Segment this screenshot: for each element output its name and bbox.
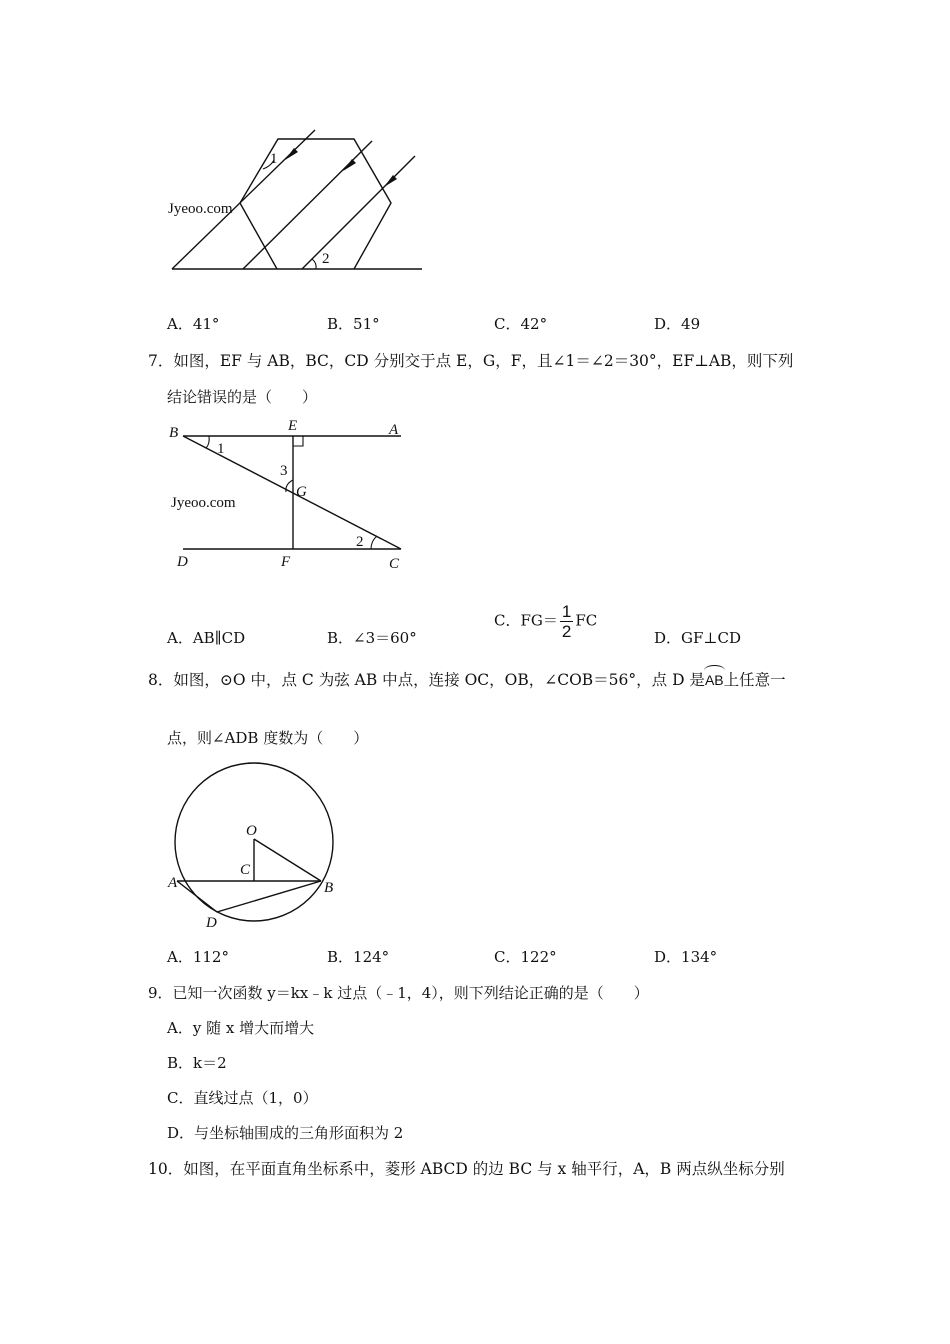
q8-label-a: A — [168, 875, 178, 891]
q7-line-bc — [183, 436, 401, 549]
q6-arrow-1 — [285, 148, 298, 160]
q8-figure — [160, 758, 350, 938]
q6-angle-2-arc — [312, 259, 316, 269]
q7-option-c-suffix: FC — [575, 611, 598, 630]
q9-option-d[interactable]: D．与坐标轴围成的三角形面积为 2 — [167, 1124, 404, 1142]
q9-option-b[interactable]: B．k＝2 — [167, 1054, 227, 1072]
q8-stem-part2: 上任意一 — [723, 671, 786, 689]
q7-label-d: D — [177, 554, 188, 570]
q8-stem-line2: 点，则∠ADB 度数为（ ） — [167, 729, 369, 747]
q7-option-a[interactable]: A．AB∥CD — [167, 629, 246, 647]
q6-option-a[interactable]: A．41° — [167, 315, 220, 333]
q8-segment-ad — [177, 881, 217, 912]
q7-watermark: Jyeoo.com — [171, 495, 236, 511]
q7-option-c-prefix: C．FG＝ — [494, 611, 558, 630]
q7-right-angle-mark — [293, 436, 303, 446]
q7-angle-2-arc — [371, 536, 377, 549]
q7-label-g: G — [296, 484, 307, 500]
q8-segment-ob — [254, 839, 321, 881]
q7-label-b: B — [169, 425, 179, 441]
q7-label-a: A — [389, 422, 399, 438]
q6-ray-3 — [302, 156, 415, 269]
q8-option-d[interactable]: D．134° — [654, 948, 718, 966]
q7-label-e: E — [288, 418, 298, 434]
q6-arrow-2 — [343, 159, 356, 171]
q7-angle-1-arc — [206, 436, 209, 448]
q7-label-1: 1 — [217, 441, 225, 457]
q7-label-3: 3 — [280, 463, 288, 479]
q6-figure — [160, 120, 440, 280]
q6-label-2: 2 — [322, 251, 330, 267]
q8-option-c[interactable]: C．122° — [494, 948, 557, 966]
q8-stem-part1: 8．如图，⊙O 中，点 C 为弦 AB 中点，连接 OC，OB，∠COB＝56°，点 D 是 — [148, 671, 705, 689]
q8-label-d: D — [206, 915, 217, 931]
q7-stem-line2: 结论错误的是（ ） — [167, 388, 318, 406]
q7-label-f: F — [281, 554, 291, 570]
q7-label-c: C — [389, 556, 400, 572]
q9-option-a[interactable]: A．y 随 x 增大而增大 — [167, 1019, 315, 1037]
q8-label-b: B — [324, 880, 334, 896]
q8-option-a[interactable]: A．112° — [167, 948, 229, 966]
q8-arc-ab: AB — [704, 672, 724, 688]
q6-label-1: 1 — [270, 151, 278, 167]
q10-stem: 10．如图，在平面直角坐标系中，菱形 ABCD 的边 BC 与 x 轴平行，A，B 两点纵坐标分别 — [148, 1160, 785, 1178]
q8-label-o: O — [246, 823, 257, 839]
q6-option-d[interactable]: D．49 — [654, 315, 701, 333]
q7-option-c-fraction — [560, 603, 573, 640]
q7-option-d[interactable]: D．GF⊥CD — [654, 629, 742, 647]
q8-stem-line1 — [148, 668, 786, 690]
q6-watermark: Jyeoo.com — [168, 201, 233, 217]
q6-option-b[interactable]: B．51° — [327, 315, 380, 333]
q8-segment-db — [217, 881, 321, 912]
q7-stem-line1: 7．如图，EF 与 AB，BC，CD 分别交于点 E，G，F，且∠1＝∠2＝30°，EF⊥AB，则下列 — [148, 352, 794, 370]
q6-option-c[interactable]: C．42° — [494, 315, 548, 333]
q9-stem: 9．已知一次函数 y＝kx﹣k 过点（﹣1，4），则下列结论正确的是（ ） — [148, 984, 649, 1002]
q7-option-b[interactable]: B．∠3＝60° — [327, 629, 417, 647]
q7-label-2: 2 — [356, 534, 364, 550]
q7-option-c[interactable] — [494, 603, 597, 640]
q7-figure — [165, 412, 415, 577]
q7-option-c-denominator: 2 — [561, 622, 572, 641]
q9-option-c[interactable]: C．直线过点（1，0） — [167, 1089, 318, 1107]
q7-option-c-numerator: 1 — [561, 602, 572, 621]
q8-label-c: C — [240, 862, 251, 878]
q8-option-b[interactable]: B．124° — [327, 948, 390, 966]
